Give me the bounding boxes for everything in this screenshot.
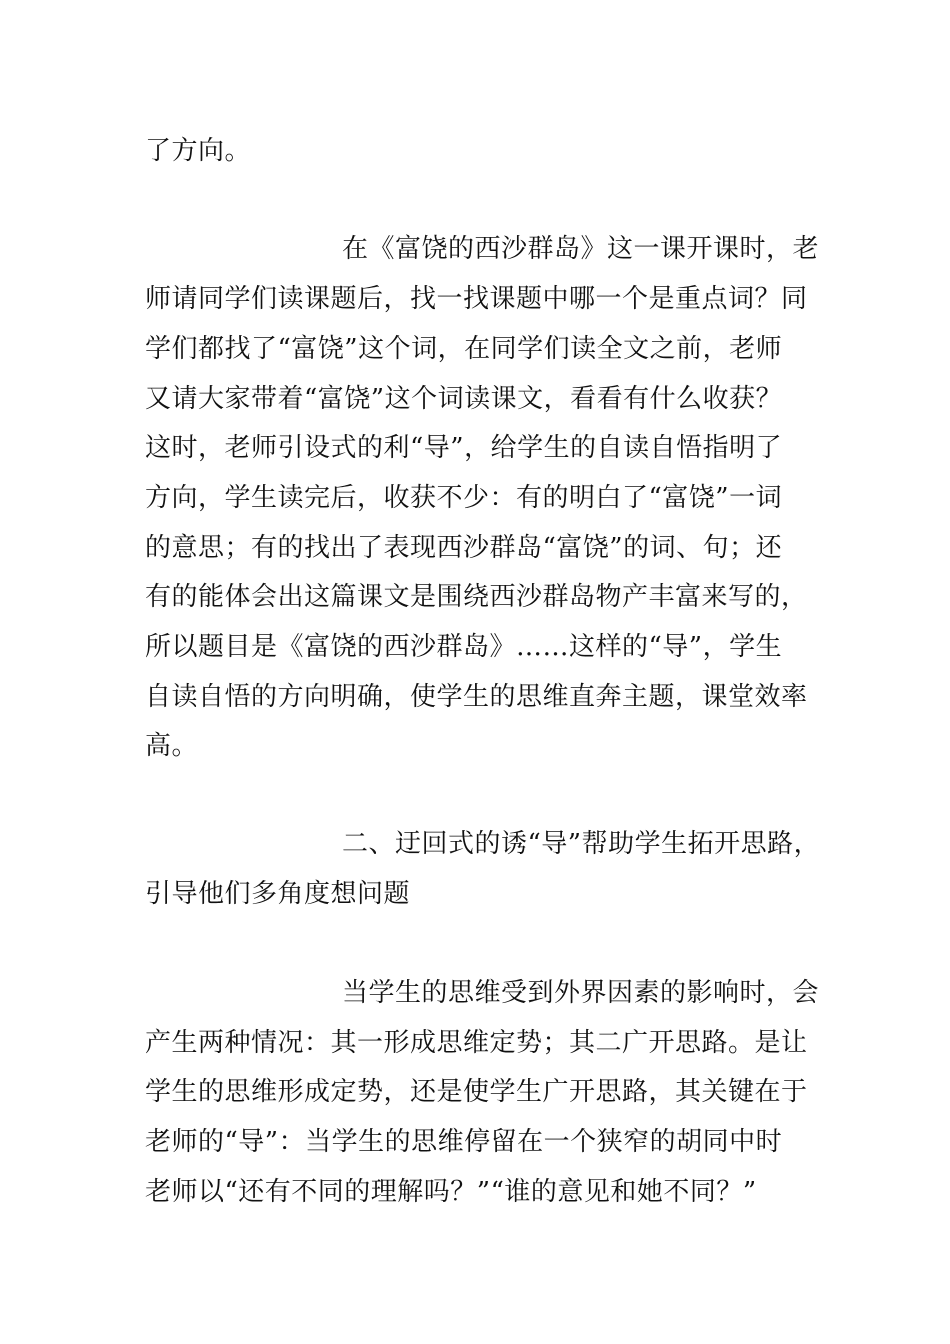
text-line: 自读自悟的方向明确，使学生的思维直奔主题，课堂效率 (145, 682, 808, 712)
text-line: 学们都找了“富饶”这个词，在同学们读全文之前，老师 (145, 334, 783, 364)
paragraph-first-line: 当学生的思维受到外界因素的影响时，会 (342, 978, 820, 1008)
text-line: 方向，学生读完后，收获不少：有的明白了“富饶”一词 (145, 483, 783, 513)
text-line: 的意思；有的找出了表现西沙群岛“富饶”的词、句；还 (145, 533, 783, 563)
text-line: 师请同学们读课题后，找一找课题中哪一个是重点词？同 (145, 284, 808, 314)
text-line: 老师以“还有不同的理解吗？”“谁的意见和她不同？” (145, 1177, 757, 1207)
text-line: 了方向。 (145, 136, 252, 166)
text-line: 高。 (145, 731, 199, 761)
text-line: 所以题目是《富饶的西沙群岛》……这样的“导”，学生 (145, 632, 783, 662)
paragraph-first-line: 在《富饶的西沙群岛》这一课开课时，老 (342, 234, 820, 264)
text-line: 学生的思维形成定势，还是使学生广开思路，其关键在于 (145, 1077, 808, 1107)
text-line: 产生两种情况：其一形成思维定势；其二广开思路。是让 (145, 1028, 808, 1058)
section-heading: 二、迂回式的诱“导”帮助学生拓开思路， (342, 829, 821, 859)
text-line: 又请大家带着“富饶”这个词读课文，看看有什么收获？ (145, 384, 783, 414)
text-line: 这时，老师引设式的利“导”，给学生的自读自悟指明了 (145, 433, 783, 463)
section-heading-continuation: 引导他们多角度想问题 (145, 879, 411, 909)
text-line: 有的能体会出这篇课文是围绕西沙群岛物产丰富来写的， (145, 582, 808, 612)
text-line: 老师的“导”：当学生的思维停留在一个狭窄的胡同中时 (145, 1127, 783, 1157)
